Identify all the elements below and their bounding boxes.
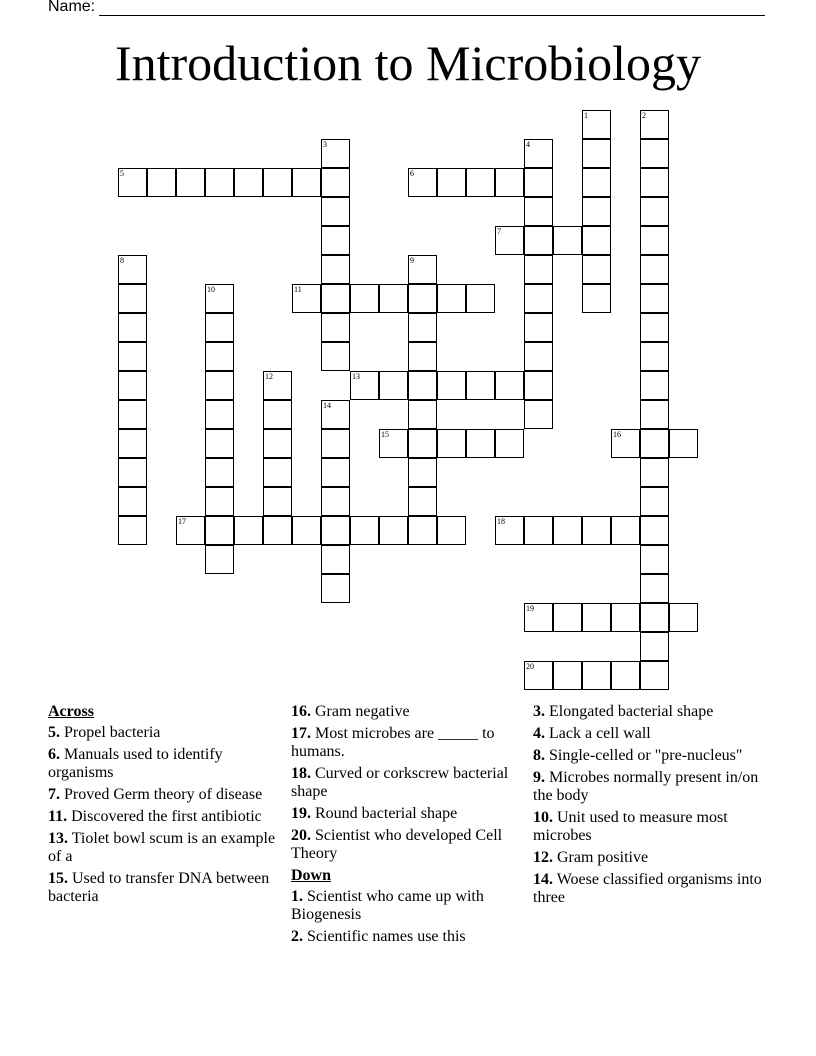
grid-cell[interactable] — [437, 168, 466, 197]
grid-cell[interactable] — [408, 284, 437, 313]
grid-cell[interactable] — [553, 516, 582, 545]
cell-number: 3 — [323, 140, 327, 149]
grid-cell[interactable] — [640, 197, 669, 226]
grid-cell[interactable] — [321, 458, 350, 487]
clue-item — [48, 808, 280, 826]
grid-cell[interactable] — [582, 139, 611, 168]
clue-number: 15. — [48, 870, 68, 887]
grid-cell[interactable] — [205, 284, 234, 313]
grid-cell[interactable] — [582, 255, 611, 284]
grid-cell[interactable] — [205, 371, 234, 400]
grid-cell[interactable] — [350, 284, 379, 313]
grid-cell[interactable] — [321, 429, 350, 458]
grid-cell[interactable] — [118, 342, 147, 371]
grid-cell[interactable] — [292, 168, 321, 197]
grid-cell[interactable] — [669, 603, 698, 632]
cell-number: 5 — [120, 169, 124, 178]
grid-cell[interactable] — [437, 516, 466, 545]
grid-cell[interactable] — [611, 603, 640, 632]
clue-number: 9. — [533, 769, 545, 786]
grid-cell[interactable] — [379, 371, 408, 400]
cell-number: 11 — [294, 285, 302, 294]
grid-cell[interactable] — [640, 574, 669, 603]
grid-cell[interactable] — [495, 429, 524, 458]
clue-text: Most microbes are _____ to humans. — [291, 725, 495, 760]
clue-item — [291, 805, 523, 823]
clue-item — [291, 827, 523, 863]
grid-cell[interactable] — [640, 313, 669, 342]
clue-number: 13. — [48, 830, 68, 847]
grid-cell[interactable] — [379, 516, 408, 545]
grid-cell[interactable] — [408, 313, 437, 342]
grid-cell[interactable] — [205, 313, 234, 342]
clue-item — [533, 849, 765, 867]
clue-text: Scientist who developed Cell Theory — [291, 827, 503, 862]
grid-cell[interactable] — [408, 400, 437, 429]
grid-cell[interactable] — [524, 516, 553, 545]
grid-cell[interactable] — [495, 226, 524, 255]
grid-cell[interactable] — [176, 516, 205, 545]
clue-text: Microbes normally present in/on the body — [533, 769, 759, 804]
grid-cell[interactable] — [205, 516, 234, 545]
cell-number: 4 — [526, 140, 530, 149]
name-field[interactable] — [48, 0, 765, 16]
clue-number: 14. — [533, 871, 553, 888]
grid-cell[interactable] — [611, 516, 640, 545]
grid-cell[interactable] — [466, 371, 495, 400]
name-blank-line[interactable] — [99, 0, 765, 16]
clue-text: Proved Germ theory of disease — [60, 786, 263, 803]
name-label: Name: — [48, 0, 96, 15]
clues-column-1 — [48, 703, 280, 910]
clue-text: Manuals used to identify organisms — [48, 746, 223, 781]
grid-cell[interactable] — [321, 487, 350, 516]
cell-number: 17 — [178, 517, 186, 526]
down-header: Down — [291, 867, 332, 884]
grid-cell[interactable] — [263, 371, 292, 400]
grid-cell[interactable] — [408, 516, 437, 545]
grid-cell[interactable] — [524, 168, 553, 197]
clue-number: 8. — [533, 747, 545, 764]
cell-number: 16 — [613, 430, 621, 439]
grid-cell[interactable] — [263, 429, 292, 458]
grid-cell[interactable] — [495, 371, 524, 400]
clues-column-2 — [291, 703, 523, 950]
grid-cell[interactable] — [118, 458, 147, 487]
grid-cell[interactable] — [611, 661, 640, 690]
grid-cell[interactable] — [205, 400, 234, 429]
grid-cell[interactable] — [118, 168, 147, 197]
grid-cell[interactable] — [582, 603, 611, 632]
cell-number: 9 — [410, 256, 414, 265]
grid-cell[interactable] — [234, 168, 263, 197]
grid-cell[interactable] — [640, 139, 669, 168]
grid-cell[interactable] — [640, 661, 669, 690]
clue-text: Round bacterial shape — [311, 805, 458, 822]
cell-number: 7 — [497, 227, 501, 236]
grid-cell[interactable] — [379, 284, 408, 313]
clue-number: 7. — [48, 786, 60, 803]
grid-cell[interactable] — [408, 342, 437, 371]
grid-cell[interactable] — [640, 226, 669, 255]
clue-item — [291, 928, 523, 946]
clue-text: Gram negative — [311, 703, 410, 720]
clue-item — [291, 765, 523, 801]
grid-cell[interactable] — [205, 429, 234, 458]
grid-cell[interactable] — [640, 516, 669, 545]
clue-text: Curved or corkscrew bacterial shape — [291, 765, 509, 800]
grid-cell[interactable] — [118, 487, 147, 516]
clue-item — [533, 725, 765, 743]
clue-text: Discovered the first antibiotic — [67, 808, 262, 825]
clue-item — [48, 870, 280, 906]
grid-cell[interactable] — [437, 284, 466, 313]
clue-text: Elongated bacterial shape — [545, 703, 714, 720]
grid-cell[interactable] — [437, 429, 466, 458]
grid-cell[interactable] — [321, 545, 350, 574]
grid-cell[interactable] — [640, 371, 669, 400]
clue-item — [291, 888, 523, 924]
clue-number: 10. — [533, 809, 553, 826]
grid-cell[interactable] — [582, 661, 611, 690]
clue-item — [533, 871, 765, 907]
clue-text: Scientific names use this — [303, 928, 466, 945]
grid-cell[interactable] — [321, 226, 350, 255]
grid-cell[interactable] — [553, 603, 582, 632]
cell-number: 12 — [265, 372, 273, 381]
clue-number: 11. — [48, 808, 68, 825]
grid-cell[interactable] — [640, 429, 669, 458]
grid-cell[interactable] — [292, 284, 321, 313]
grid-cell[interactable] — [147, 168, 176, 197]
grid-cell[interactable] — [321, 516, 350, 545]
grid-cell[interactable] — [640, 603, 669, 632]
clues-column-3 — [533, 703, 765, 911]
clue-item — [291, 725, 523, 761]
grid-cell[interactable] — [524, 197, 553, 226]
clue-item — [48, 724, 280, 742]
cell-number: 18 — [497, 517, 505, 526]
grid-cell[interactable] — [408, 487, 437, 516]
clue-number: 17. — [291, 725, 311, 742]
cell-number: 8 — [120, 256, 124, 265]
grid-cell[interactable] — [640, 458, 669, 487]
clue-text: Unit used to measure most microbes — [533, 809, 728, 844]
grid-cell[interactable] — [669, 429, 698, 458]
grid-cell[interactable] — [640, 632, 669, 661]
cell-number: 15 — [381, 430, 389, 439]
grid-cell[interactable] — [321, 197, 350, 226]
grid-cell[interactable] — [263, 516, 292, 545]
grid-cell[interactable] — [524, 284, 553, 313]
grid-cell[interactable] — [118, 371, 147, 400]
grid-cell[interactable] — [321, 168, 350, 197]
grid-cell[interactable] — [205, 545, 234, 574]
clue-number: 2. — [291, 928, 303, 945]
clue-item — [48, 746, 280, 782]
grid-cell[interactable] — [582, 226, 611, 255]
grid-cell[interactable] — [640, 400, 669, 429]
grid-cell[interactable] — [408, 255, 437, 284]
grid-cell[interactable] — [640, 110, 669, 139]
clue-item — [533, 703, 765, 721]
grid-cell[interactable] — [234, 516, 263, 545]
clue-text: Propel bacteria — [60, 724, 161, 741]
grid-cell[interactable] — [205, 487, 234, 516]
grid-cell[interactable] — [640, 255, 669, 284]
grid-cell[interactable] — [263, 487, 292, 516]
grid-cell[interactable] — [118, 516, 147, 545]
grid-cell[interactable] — [408, 168, 437, 197]
clue-text: Used to transfer DNA between bacteria — [48, 870, 270, 905]
grid-cell[interactable] — [321, 139, 350, 168]
clue-number: 1. — [291, 888, 303, 905]
grid-cell[interactable] — [524, 313, 553, 342]
cell-number: 10 — [207, 285, 215, 294]
grid-cell[interactable] — [263, 168, 292, 197]
grid-cell[interactable] — [553, 226, 582, 255]
cell-number: 14 — [323, 401, 331, 410]
grid-cell[interactable] — [524, 342, 553, 371]
grid-cell[interactable] — [611, 429, 640, 458]
grid-cell[interactable] — [408, 429, 437, 458]
clue-text: Scientist who came up with Biogenesis — [291, 888, 484, 923]
cell-number: 1 — [584, 111, 588, 120]
grid-cell[interactable] — [524, 255, 553, 284]
clue-text: Tiolet bowl scum is an example of a — [48, 830, 276, 865]
grid-cell[interactable] — [582, 110, 611, 139]
grid-cell[interactable] — [582, 516, 611, 545]
grid-cell[interactable] — [466, 284, 495, 313]
grid-cell[interactable] — [321, 284, 350, 313]
grid-cell[interactable] — [524, 139, 553, 168]
grid-cell[interactable] — [118, 313, 147, 342]
clue-text: Single-celled or "pre-nucleus" — [545, 747, 743, 764]
grid-cell[interactable] — [640, 545, 669, 574]
grid-cell[interactable] — [524, 603, 553, 632]
clue-number: 12. — [533, 849, 553, 866]
grid-cell[interactable] — [118, 429, 147, 458]
clue-number: 18. — [291, 765, 311, 782]
grid-cell[interactable] — [640, 168, 669, 197]
grid-cell[interactable] — [553, 661, 582, 690]
grid-cell[interactable] — [379, 429, 408, 458]
grid-cell[interactable] — [205, 168, 234, 197]
grid-cell[interactable] — [640, 342, 669, 371]
grid-cell[interactable] — [495, 516, 524, 545]
across-header: Across — [48, 703, 94, 720]
grid-cell[interactable] — [321, 255, 350, 284]
clue-number: 20. — [291, 827, 311, 844]
grid-cell[interactable] — [466, 168, 495, 197]
cell-number: 19 — [526, 604, 534, 613]
clue-number: 16. — [291, 703, 311, 720]
grid-cell[interactable] — [118, 255, 147, 284]
grid-cell[interactable] — [321, 400, 350, 429]
grid-cell[interactable] — [321, 313, 350, 342]
page-title: Introduction to Microbiology — [114, 35, 702, 91]
clue-item — [48, 830, 280, 866]
clue-item — [533, 769, 765, 805]
clue-text: Woese classified organisms into three — [533, 871, 762, 906]
grid-cell[interactable] — [205, 458, 234, 487]
grid-cell[interactable] — [263, 400, 292, 429]
clue-number: 6. — [48, 746, 60, 763]
grid-cell[interactable] — [350, 516, 379, 545]
grid-cell[interactable] — [263, 458, 292, 487]
clue-item — [291, 703, 523, 721]
clue-text: Lack a cell wall — [545, 725, 651, 742]
clue-item — [533, 747, 765, 765]
grid-cell[interactable] — [524, 400, 553, 429]
grid-cell[interactable] — [408, 371, 437, 400]
grid-cell[interactable] — [118, 284, 147, 313]
grid-cell[interactable] — [466, 429, 495, 458]
grid-cell[interactable] — [437, 371, 466, 400]
grid-cell[interactable] — [640, 487, 669, 516]
grid-cell[interactable] — [205, 342, 234, 371]
grid-cell[interactable] — [176, 168, 205, 197]
grid-cell[interactable] — [582, 197, 611, 226]
grid-cell[interactable] — [524, 226, 553, 255]
clue-item — [48, 786, 280, 804]
clue-text: Gram positive — [553, 849, 649, 866]
grid-cell[interactable] — [495, 168, 524, 197]
grid-cell[interactable] — [350, 371, 379, 400]
grid-cell[interactable] — [582, 168, 611, 197]
grid-cell[interactable] — [524, 371, 553, 400]
grid-cell[interactable] — [640, 284, 669, 313]
grid-cell[interactable] — [408, 458, 437, 487]
clue-number: 19. — [291, 805, 311, 822]
clue-number: 3. — [533, 703, 545, 720]
clue-item — [533, 809, 765, 845]
grid-cell[interactable] — [292, 516, 321, 545]
clue-number: 5. — [48, 724, 60, 741]
cell-number: 13 — [352, 372, 360, 381]
grid-cell[interactable] — [118, 400, 147, 429]
cell-number: 6 — [410, 169, 414, 178]
clue-number: 4. — [533, 725, 545, 742]
grid-cell[interactable] — [321, 342, 350, 371]
cell-number: 2 — [642, 111, 646, 120]
grid-cell[interactable] — [321, 574, 350, 603]
grid-cell[interactable] — [582, 284, 611, 313]
grid-cell[interactable] — [524, 661, 553, 690]
cell-number: 20 — [526, 662, 534, 671]
